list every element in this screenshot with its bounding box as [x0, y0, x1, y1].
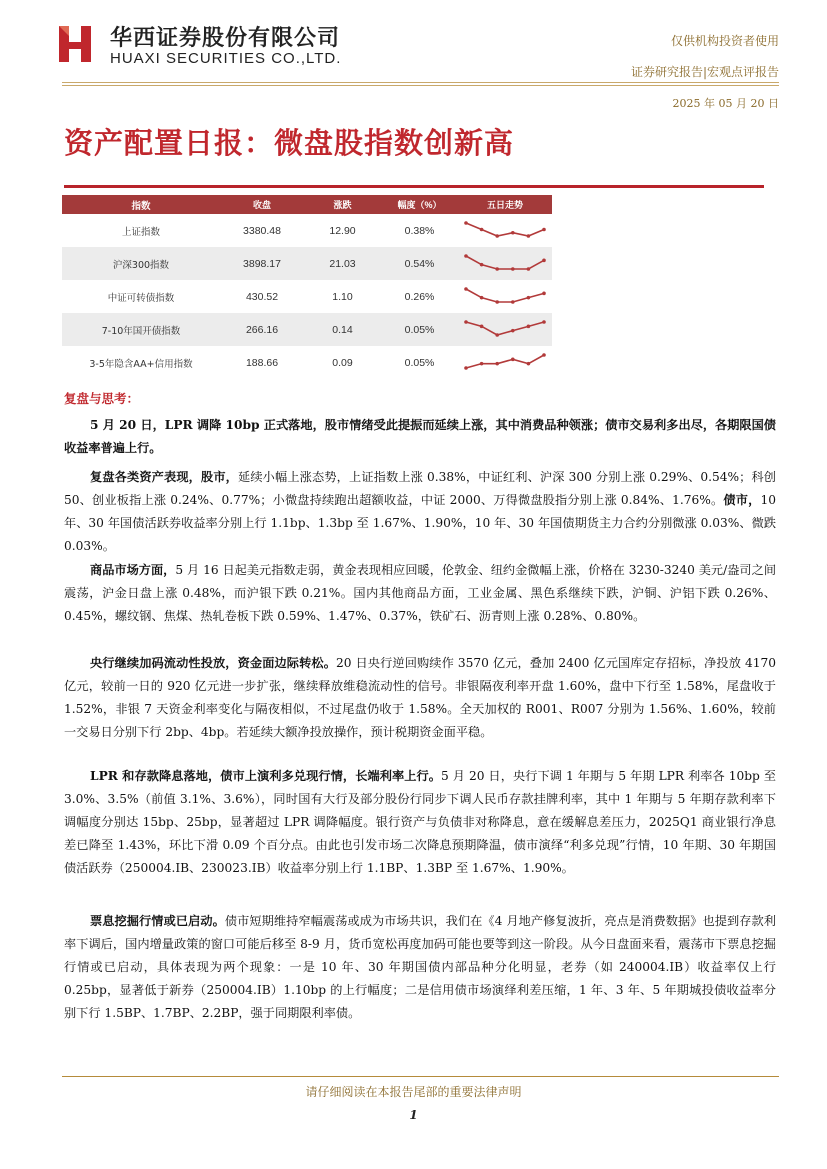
sparkline-point: [464, 221, 468, 225]
asset-review-paragraph: [64, 466, 776, 558]
commodity-lead: 商品市场方面，: [90, 563, 176, 577]
header-change: 涨跌: [333, 200, 352, 210]
index-name: 3-5年隐含AA+信用指数: [89, 358, 193, 370]
lpr-paragraph: [64, 765, 776, 880]
index-change: 0.14: [332, 323, 353, 336]
index-close: 3380.48: [243, 224, 281, 237]
index-change: 12.90: [329, 224, 356, 237]
index-pct: 0.38%: [404, 224, 435, 237]
sparkline-point: [527, 267, 531, 271]
summary-text: 5 月 20 日，LPR 调降 10bp 正式落地，股市情绪受此提振而延续上涨，其中消费品种领涨；债市交易利多出尽，各期限国债收益率普遍上行。: [64, 418, 776, 455]
trend-sparkline: [458, 214, 552, 247]
sparkline-point: [480, 263, 484, 267]
coupon-lead: 票息挖掘行情或已启动。: [90, 914, 225, 928]
table-row: [62, 280, 552, 313]
index-pct: 0.05%: [404, 356, 435, 369]
liquidity-text: 20 日央行逆回购续作 3570 亿元，叠加 2400 亿元国库定存招标，净投放 4170 亿元，较前一日的 920 亿元进一步扩张，继续释放维稳流动性的信号。非银隔夜利率开盘 1.60%，盘中下行至 1.58%，尾盘收于 1.52%，非银 7 天资金利率变化与隔夜相似，不过尾盘仍收于 1.58%。全天加权的 R001、R007 分别为 1.56%、1.60%，较前一交易日分别下行 2bp、4bp。若延续大额净投放操作，预计税期资金面平稳。: [64, 656, 776, 739]
sparkline-point: [511, 358, 515, 362]
index-change: 0.09: [332, 356, 353, 369]
index-name: 沪深300指数: [112, 259, 170, 271]
index-pct: 0.54%: [404, 257, 435, 270]
asset-review-bond: 10 年、30 年国债活跃券收益率分别上行 1.1bp、1.3bp 至 1.67%、1.90%，10 年、30 年国债期货主力合约分别微涨 0.03%、微跌 0.03%。: [64, 493, 777, 553]
asset-review-bond-lead: 债市，: [723, 493, 761, 507]
sparkline-point: [495, 300, 499, 304]
header-close: 收盘: [252, 200, 271, 210]
brand-name-cn: 华西证券股份有限公司: [110, 25, 341, 51]
audience-note: 仅供机构投资者使用: [670, 34, 779, 48]
coupon-paragraph: [64, 910, 776, 1025]
index-name: 7-10年国开债指数: [101, 325, 181, 337]
lpr-text: 5 月 20 日，央行下调 1 年期与 5 年期 LPR 利率各 10bp 至 3.0%、3.5%（前值 3.1%、3.6%），同时国有大行及部分股份行同步下调人民币存款挂牌利率，其中 1 年期与 5 年期存款利率下调幅度分别达 15bp、25bp，显著超过 LPR 调降幅度。银行资产与负债非对称降息，意在缓解息差压力，2025Q1 商业银行净息差已降至 1.43%，环比下滑 0.09 个百分点。由此也引发市场二次降息预期降温，债市演绎“利多兑现”行情，10 年期、30 年期国债活跃券（250004.IB、230023.IB）收益率分别上行 1.1BP、1.3BP 至 1.67%、1.90%。: [64, 769, 776, 875]
sparkline-point: [511, 300, 515, 304]
sparkline-point: [527, 325, 531, 329]
sparkline-point: [511, 329, 515, 333]
header-trend: 五日走势: [486, 201, 523, 211]
index-name: 上证指数: [121, 226, 160, 238]
sparkline-point: [495, 267, 499, 271]
page-title: 资产配置日报：微盘股指数创新高: [64, 126, 515, 160]
index-close: 188.66: [245, 356, 279, 369]
sparkline-point: [480, 296, 484, 300]
index-pct: 0.26%: [404, 290, 435, 303]
sparkline-point: [511, 231, 515, 235]
legal-notice: 请仔细阅读在本报告尾部的重要法律声明: [305, 1085, 522, 1099]
header-divider: [62, 82, 779, 83]
coupon-text: 债市短期维持窄幅震荡或成为市场共识，我们在《4 月地产修复波折，亮点是消费数据》也提到存款利率下调后，国内增量政策的窗口可能后移至 8-9 月，货币宽松再度加码可能也要等到这一阶段。从今日盘面来看，震荡市下票息挖掘行情或已启动，具体表现为两个现象：一是 10 年、30 年期国债内部品种分化明显，老券（如 240004.IB）收益率仅上行 0.25bp，显著低于新券（250004.IB）1.10bp 的上行幅度；二是信用债市场演绎利差压缩，1 年、3 年、5 年期城投债收益率分别下行 1.5BP、1.7BP、2.2BP，强于同期限利率债。: [64, 914, 776, 1020]
trend-sparkline: [458, 346, 552, 379]
sparkline-point: [542, 320, 546, 324]
sparkline-point: [527, 362, 531, 366]
sparkline-point: [495, 234, 499, 238]
report-date: 2025 年 05 月 20 日: [672, 97, 779, 110]
sparkline-point: [527, 296, 531, 300]
sparkline-point: [511, 267, 515, 271]
page-number: 1: [409, 1108, 418, 1122]
index-close: 266.16: [245, 323, 279, 336]
header-pct: 幅度（%）: [397, 200, 442, 210]
section-title: 复盘与思考：: [64, 391, 140, 406]
sparkline-line: [466, 256, 544, 269]
title-underline: [64, 185, 764, 188]
sparkline-point: [527, 234, 531, 238]
commodity-text: 5 月 16 日起美元指数走弱，黄金表现相应回暖，伦敦金、纽约金微幅上涨，价格在 3230-3240 美元/盎司之间震荡，沪金日盘上涨 0.48%，而沪银下跌 0.21%。国内其他商品方面，工业金属、黑色系继续下跌，沪铜、沪铝下跌 0.26%、0.45%，螺纹钢、焦煤、热轧卷板下跌 0.59%、1.47%、0.37%，铁矿石、沥青则上涨 0.28%、0.80%。: [64, 563, 777, 623]
huaxi-logo-icon: [55, 22, 95, 66]
sparkline-line: [466, 355, 544, 368]
sparkline-line: [466, 289, 544, 302]
sparkline-point: [542, 259, 546, 263]
sparkline-point: [542, 228, 546, 232]
asset-review-lead: 复盘各类资产表现，股市，: [90, 470, 239, 484]
table-header: [62, 195, 552, 214]
index-pct: 0.05%: [404, 323, 435, 336]
lpr-lead: LPR 和存款降息落地，债市上演利多兑现行情，长端利率上行。: [90, 769, 442, 783]
index-close: 3898.17: [243, 257, 281, 270]
index-change: 1.10: [332, 290, 353, 303]
index-close: 430.52: [245, 290, 279, 303]
report-type: 证券研究报告|宏观点评报告: [630, 65, 779, 79]
sparkline-point: [495, 362, 499, 366]
sparkline-point: [542, 353, 546, 357]
table-row: [62, 313, 552, 346]
sparkline-point: [464, 320, 468, 324]
sparkline-point: [480, 362, 484, 366]
index-name: 中证可转债指数: [107, 292, 175, 304]
liquidity-lead: 央行继续加码流动性投放，资金面边际转松。: [90, 656, 337, 670]
index-change: 21.03: [329, 257, 356, 270]
table-row: [62, 346, 552, 379]
sparkline-line: [466, 322, 544, 335]
sparkline-point: [464, 254, 468, 258]
trend-sparkline: [458, 313, 552, 346]
table-row: [62, 247, 552, 280]
sparkline-point: [480, 228, 484, 232]
index-table: [62, 195, 552, 379]
header-index: 指数: [131, 200, 151, 212]
liquidity-paragraph: [64, 652, 776, 744]
sparkline-point: [464, 287, 468, 291]
header-divider-2: [62, 85, 779, 86]
asset-review-stock: 延续小幅上涨态势，上证指数上涨 0.38%，中证红利、沪深 300 分别上涨 0.29%、0.54%；科创 50、创业板指上涨 0.24%、0.77%；小微盘持续跑出超额收益，中证 2000、万得微盘股指分别上涨 0.84%、1.76%。: [64, 470, 776, 507]
sparkline-point: [464, 366, 468, 370]
brand-name-en: HUAXI SECURITIES CO.,LTD.: [110, 50, 342, 67]
sparkline-line: [466, 223, 544, 236]
trend-sparkline: [458, 280, 552, 313]
sparkline-point: [542, 292, 546, 296]
sparkline-point: [495, 333, 499, 337]
footer-divider: [62, 1076, 779, 1077]
trend-sparkline: [458, 247, 552, 280]
summary-paragraph: [64, 414, 776, 460]
sparkline-point: [480, 325, 484, 329]
commodity-paragraph: [64, 559, 776, 628]
table-row: [62, 214, 552, 247]
